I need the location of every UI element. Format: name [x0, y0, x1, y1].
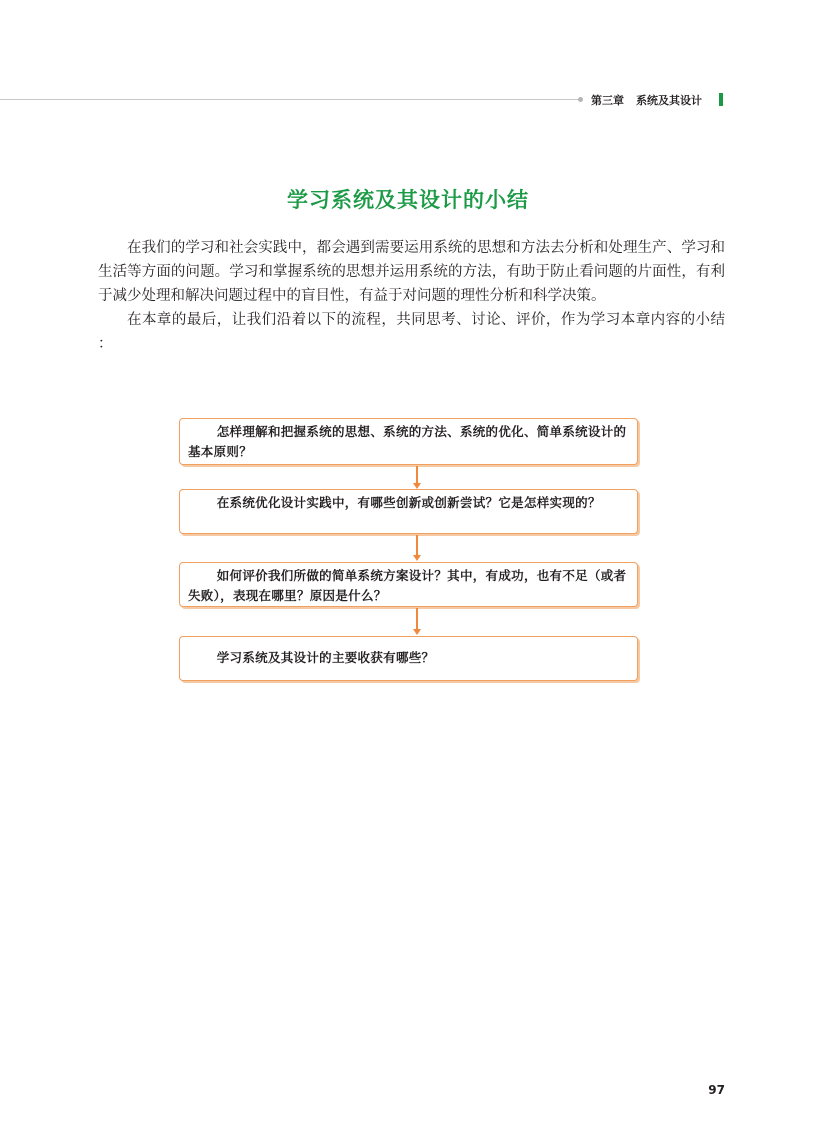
body-text: [98, 236, 725, 356]
header-accent-bar: [719, 93, 723, 106]
flow-step-3-text: 如何评价我们所做的简单系统方案设计？其中，有成功，也有不足（或者失败），表现在哪里？原因是什么？: [188, 568, 627, 603]
flow-step-4: [179, 636, 638, 681]
page-number: 97: [708, 1083, 725, 1097]
flow-step-2-text: 在系统优化设计实践中，有哪些创新或创新尝试？它是怎样实现的？: [216, 495, 601, 510]
running-header: [591, 92, 702, 108]
flow-step-2: [179, 489, 638, 534]
flow-step-3: [179, 562, 638, 607]
chapter-number: 第三章: [591, 94, 624, 107]
chapter-title: 系统及其设计: [636, 94, 702, 107]
header-dot-ornament: [578, 97, 583, 102]
flow-arrow-1: [416, 466, 418, 484]
flow-step-1: [179, 418, 638, 465]
paragraph-lead-in: 在本章的最后，让我们沿着以下的流程，共同思考、讨论、评价，作为学习本章内容的小结 ：: [98, 312, 725, 352]
flow-step-1-text: 怎样理解和把握系统的思想、系统的方法、系统的优化、简单系统设计的基本原则？: [188, 424, 627, 459]
flow-step-4-text: 学习系统及其设计的主要收获有哪些？: [216, 650, 435, 665]
page-title: 学习系统及其设计的小结: [287, 188, 529, 212]
paragraph-intro: 在我们的学习和社会实践中，都会遇到需要运用系统的思想和方法去分析和处理生产、学习和生活等方面的问题。学习和掌握系统的思想并运用系统的方法，有助于防止看问题的片面性，有利于减少处理和解决问题过程中的盲目性，有益于对问题的理性分析和科学决策。: [98, 240, 725, 304]
flow-arrow-3: [416, 608, 418, 630]
flow-arrow-2: [416, 535, 418, 556]
header-rule: [0, 99, 578, 100]
